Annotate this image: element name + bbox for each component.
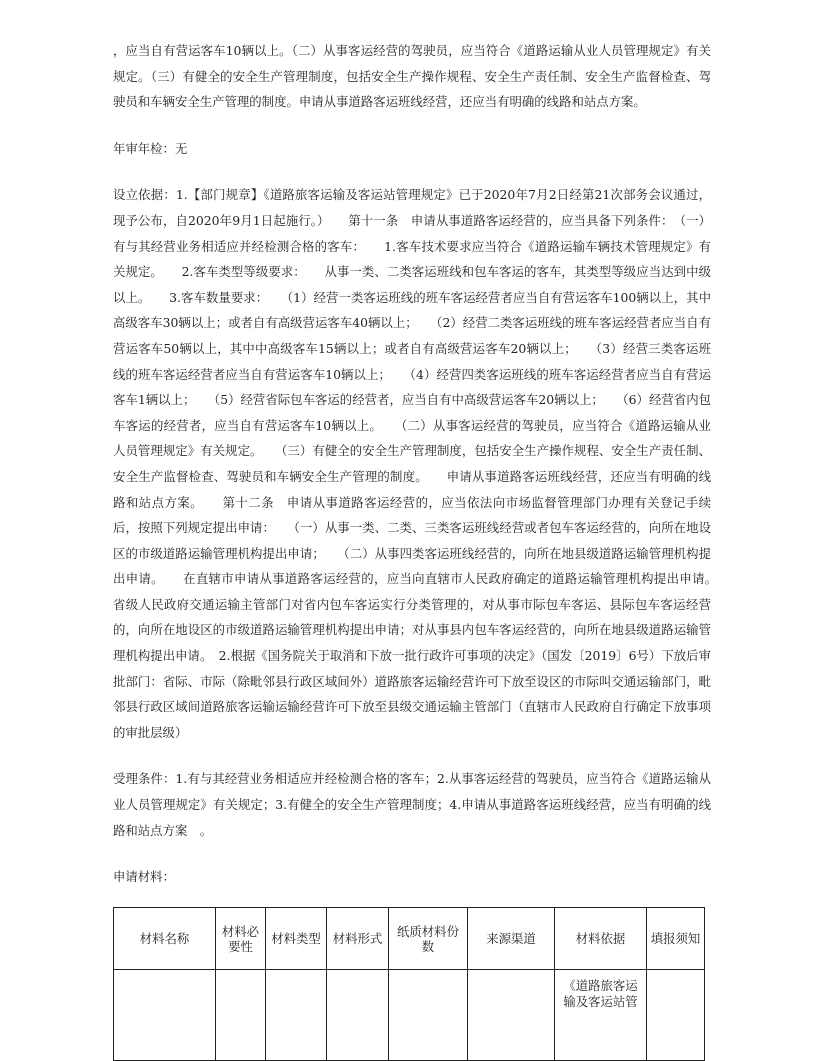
paragraph-application-materials-label: 申请材料： bbox=[113, 869, 175, 885]
table-cell bbox=[468, 970, 555, 1061]
column-header-source-channel: 来源渠道 bbox=[468, 908, 555, 970]
column-header-material-name: 材料名称 bbox=[114, 908, 216, 970]
table-cell bbox=[266, 970, 327, 1061]
column-header-material-type: 材料类型 bbox=[266, 908, 327, 970]
table-cell bbox=[647, 970, 705, 1061]
paragraph-acceptance-conditions: 受理条件：1.有与其经营业务相适应并经检测合格的客车；2.从事客运经营的驾驶员，应当符合《道路运输从业人员管理规定》有关规定；3.有健全的安全生产管理制度；4.申请从事道路客运班线经营，应当有明确的线路和站点方案 。 bbox=[113, 771, 711, 838]
paragraph-conditions-continued: ，应当自有营运客车10辆以上。（二）从事客运经营的驾驶员，应当符合《道路运输从业人员管理规定》有关规定。（三）有健全的安全生产管理制度，包括安全生产操作规程、安全生产责任制、安全生产监督检查、驾驶员和车辆安全生产管理的制度。申请从事道路客运班线经营，还应当有明确的线路和站点方案。 bbox=[113, 43, 711, 110]
materials-table bbox=[113, 907, 705, 1061]
column-header-filling-notes: 填报须知 bbox=[647, 908, 705, 970]
table-cell bbox=[216, 970, 266, 1061]
table-cell bbox=[389, 970, 468, 1061]
column-header-necessity: 材料必要性 bbox=[216, 908, 266, 970]
column-header-paper-copies: 纸质材料份数 bbox=[389, 908, 468, 970]
table-cell bbox=[114, 970, 216, 1061]
table-cell bbox=[327, 970, 389, 1061]
paragraph-legal-basis: 设立依据：1.【部门规章】《道路旅客运输及客运站管理规定》已于2020年7月2日经第21次部务会议通过，现予公布，自2020年9月1日起施行。） 第十一条 申请从事道路客运经营的，应当具备下列条件： （一）有与其经营业务相适应并经检测合格的客车： 1.客车技术要求应当符合《道路运输车辆技术管理规定》有关规定。 2.客车类型等级要求： 从事一类、二类客运班线和包车客运的客车，其类型等级应当达到中级以上。 3.客车数量要求： （1）经营一类客运班线的班车客运经营者应当自有营运客车100辆以上，其中高级客车30辆以上；或者自有高级营运客车40辆以上； （2）经营二类客运班线的班车客运经营者应当自有营运客车50辆以上，其中中高级客车15辆以上；或者自有高级营运客车20辆以上； （3）经营三类客运班线的班车客运经营者应当自有营运客车10辆以上； （4）经营四类客运班线的班车客运经营者应当自有营运客车1辆以上； （5）经营省际包车客运的经营者，应当自有中高级营运客车20辆以上； （6）经营省内包车客运的经营者，应当自有营运客车10辆以上。 （二）从事客运经营的驾驶员，应当符合《道路运输从业人员管理规定》有关规定。 （三）有健全的安全生产管理制度，包括安全生产操作规程、安全生产责任制、安全生产监督检查、驾驶员和车辆安全生产管理的制度。 申请从事道路客运班线经营，还应当有明确的线路和站点方案。 第十二条 申请从事道路客运经营的，应当依法向市场监督管理部门办理有关登记手续后，按照下列规定提出申请： （一）从事一类、二类、三类客运班线经营或者包车客运经营的，向所在地设区的市级道路运输管理机构提出申请； （二）从事四类客运班线经营的，向所在地县级道路运输管理机构提出申请。 在直辖市申请从事道路客运经营的，应当向直辖市人民政府确定的道路运输管理机构提出申请。 省级人民政府交通运输主管部门对省内包车客运实行分类管理的，对从事市际包车客运、县际包车客运经营的，向所在地设区的市级道路运输管理机构提出申请；对从事县内包车客运经营的，向所在地县级道路运输管理机构提出申请。 2.根据《国务院关于取消和下放一批行政许可事项的决定》（国发〔2019〕6号）下放后审批部门：省际、市际（除毗邻县行政区域间外）道路旅客运输经营许可下放至设区的市际叫交通运输部门，毗邻县行政区域间道路旅客运输运输经营许可下放至县级交通运输主管部门（直辖市人民政府自行确定下放事项的审批层级） bbox=[113, 187, 736, 740]
table-cell-material-basis: 《道路旅客运输及客运站管 bbox=[555, 970, 647, 1061]
table-header-row bbox=[114, 908, 705, 970]
paragraph-annual-inspection: 年审年检：无 bbox=[113, 140, 188, 156]
table-row bbox=[114, 970, 705, 1061]
column-header-material-form: 材料形式 bbox=[327, 908, 389, 970]
column-header-material-basis: 材料依据 bbox=[555, 908, 647, 970]
